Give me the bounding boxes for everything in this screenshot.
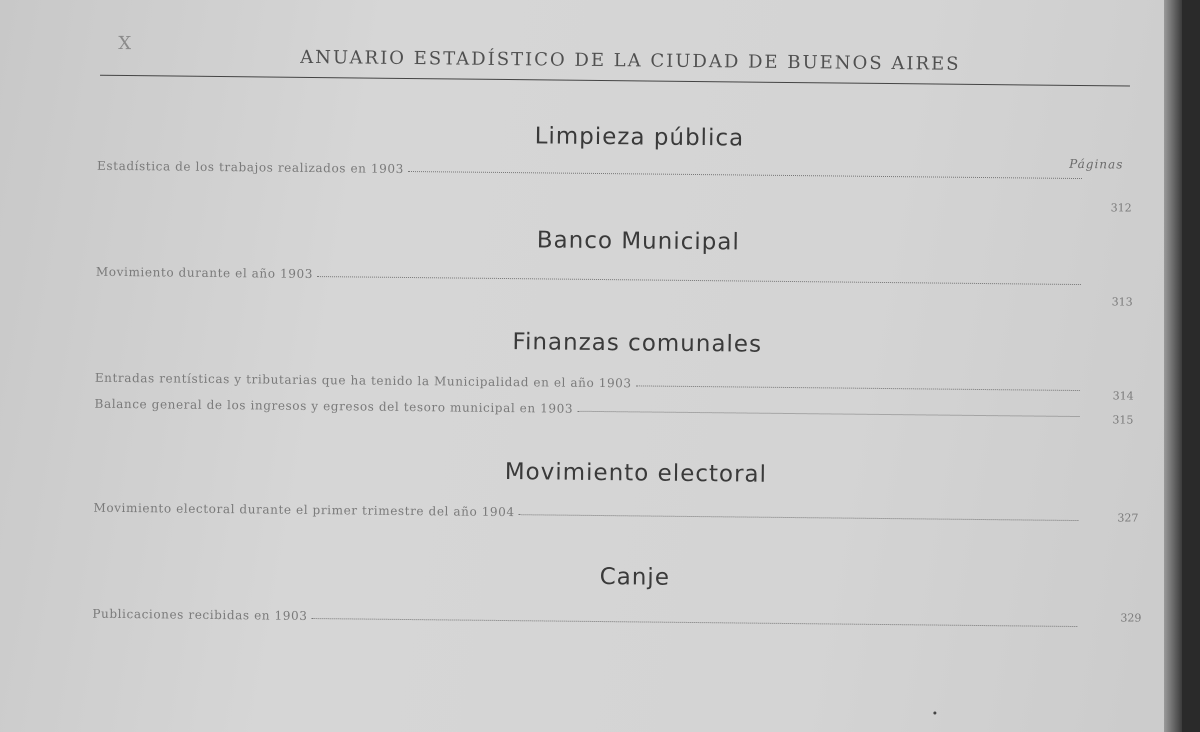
section-title-electoral: Movimiento electoral	[504, 459, 768, 488]
section-title-canje: Canje	[599, 564, 671, 591]
toc-page-number: 312	[1110, 201, 1132, 215]
toc-entry	[96, 259, 1081, 289]
dot-leader	[317, 276, 1081, 285]
toc-entry-text: Entradas rentísticas y tributarias que ha tenido la Municipalidad en el año 1903	[94, 370, 632, 391]
toc-entry	[95, 365, 1080, 395]
toc-entry-text: Balance general de los ingresos y egresos del tesoro municipal en 1903	[94, 396, 574, 416]
toc-entry-text: Movimiento electoral durante el primer trimestre del año 1904	[93, 500, 515, 520]
header-rule	[100, 75, 1130, 87]
paginas-label: Páginas	[1069, 156, 1124, 172]
toc-entry	[93, 495, 1078, 525]
toc-page-number: 314	[1112, 389, 1134, 403]
toc-page-number: 327	[1117, 511, 1139, 525]
section-title-limpieza: Limpieza pública	[534, 123, 745, 152]
toc-entry-text: Estadística de los trabajos realizados en 1903	[97, 158, 404, 176]
toc-page-number: 329	[1120, 611, 1142, 625]
section-title-finanzas: Finanzas comunales	[512, 329, 763, 358]
dot-leader	[408, 171, 1082, 179]
toc-entry-text: Movimiento durante el año 1903	[95, 264, 314, 282]
dot-leader	[577, 411, 1079, 417]
section-title-banco: Banco Municipal	[536, 227, 740, 256]
dot-leader	[519, 514, 1079, 521]
running-title: ANUARIO ESTADÍSTICO DE LA CIUDAD DE BUENOS AIRES	[300, 46, 961, 75]
toc-entry	[95, 391, 1080, 421]
toc-page-number: 313	[1111, 295, 1133, 309]
toc-entry	[97, 153, 1082, 183]
book-spine-shadow	[1164, 0, 1182, 732]
toc-page-number: 315	[1112, 413, 1134, 427]
page-folio: X	[118, 32, 133, 55]
paper-speck	[933, 712, 936, 715]
toc-entry	[92, 601, 1077, 631]
dot-leader	[636, 385, 1080, 391]
toc-entry-text: Publicaciones recibidas en 1903	[92, 606, 308, 623]
dot-leader	[311, 618, 1077, 627]
